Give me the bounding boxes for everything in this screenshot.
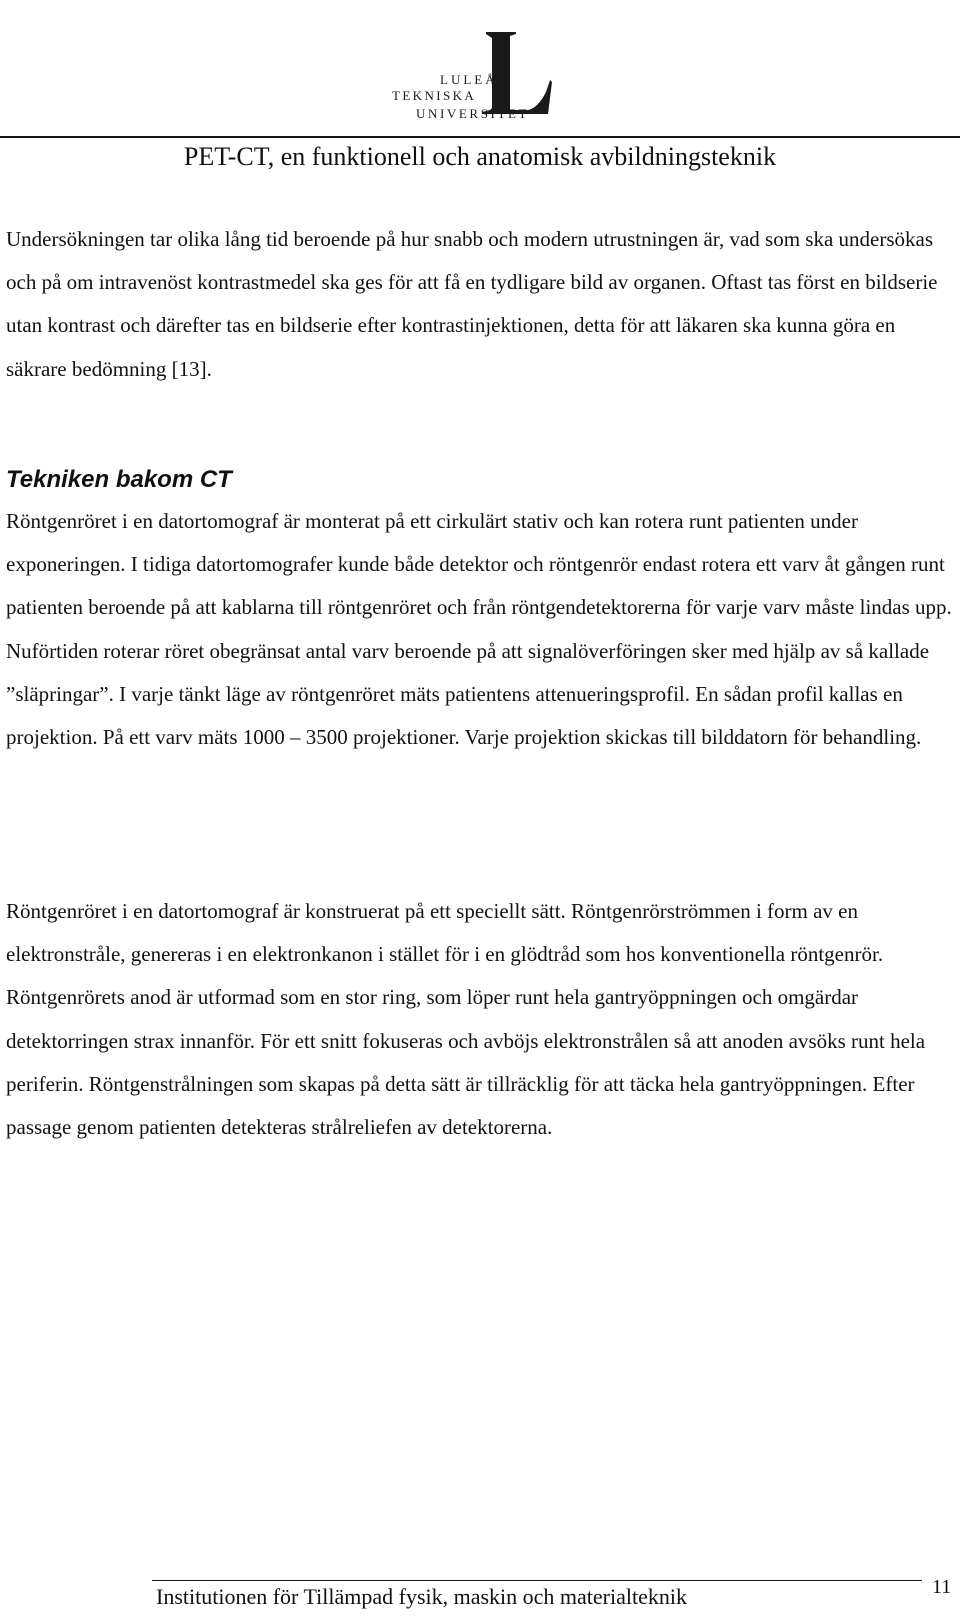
paragraph-technique: Röntgenröret i en datortomograf är monterat på ett cirkulärt stativ och kan rotera runt patienten under exponeringen. I tidiga datortomografer kunde både detektor och röntgenrör endast rotera ett varv åt gången runt patienten beroende på att kablarna till röntgenröret och från röntgendetektorerna för varje varv måste lindas upp. Nuförtiden roterar röret obegränsat antal varv beroende på att signalöverföringen sker med hjälp av så kallade ”släpringar”. I varje tänkt läge av röntgenröret mäts patientens attenueringsprofil. En sådan profil kallas en projektion. På ett varv mäts 1000 – 3500 projektioner. Varje projektion skickas till bilddatorn för behandling. — [6, 509, 952, 750]
paragraph-construction: Röntgenröret i en datortomograf är konstruerat på ett speciellt sätt. Röntgenrörströmmen i form av en elektronstråle, genereras i en elektronkanon i stället för i en glödtråd som hos konventionella röntgenrör. Röntgenrörets anod är utformad som en stor ring, som löper runt hela gantryöppningen och omgärdar detektorringen strax innanför. För ett snitt fokuseras och avböjs elektronstrålen så att anoden avsöks runt hela periferin. Röntgenstrålningen som skapas på detta sätt är tillräcklig för att täcka hela gantryöppningen. Efter passage genom patienten detekteras strålreliefen av detektorerna. — [6, 899, 926, 1140]
logo-text-universitet: UNIVERSITET — [416, 106, 530, 121]
footer-divider — [152, 1580, 922, 1581]
university-logo — [388, 28, 564, 124]
page-number: 11 — [932, 1576, 952, 1598]
paragraph-intro: Undersökningen tar olika lång tid beroende på hur snabb och modern utrustningen är, vad som ska undersökas och på om intravenöst kontrastmedel ska ges för att få en tydligare bild av organen. Oftast tas först en bildserie utan kontrast och därefter tas en bildserie efter kontrastinjektionen, detta för att läkaren ska kunna göra en säkrare bedömning [13]. — [6, 227, 938, 381]
section-heading: Tekniken bakom CT — [6, 466, 232, 493]
header-divider — [0, 136, 960, 138]
logo-text-lulea: LULEÅ — [440, 72, 498, 87]
document-title: PET-CT, en funktionell och anatomisk avbildningsteknik — [183, 142, 777, 171]
footer-institution: Institutionen för Tillämpad fysik, maskin och materialteknik — [156, 1584, 687, 1609]
logo-text-tekniska: TEKNISKA — [392, 88, 477, 103]
